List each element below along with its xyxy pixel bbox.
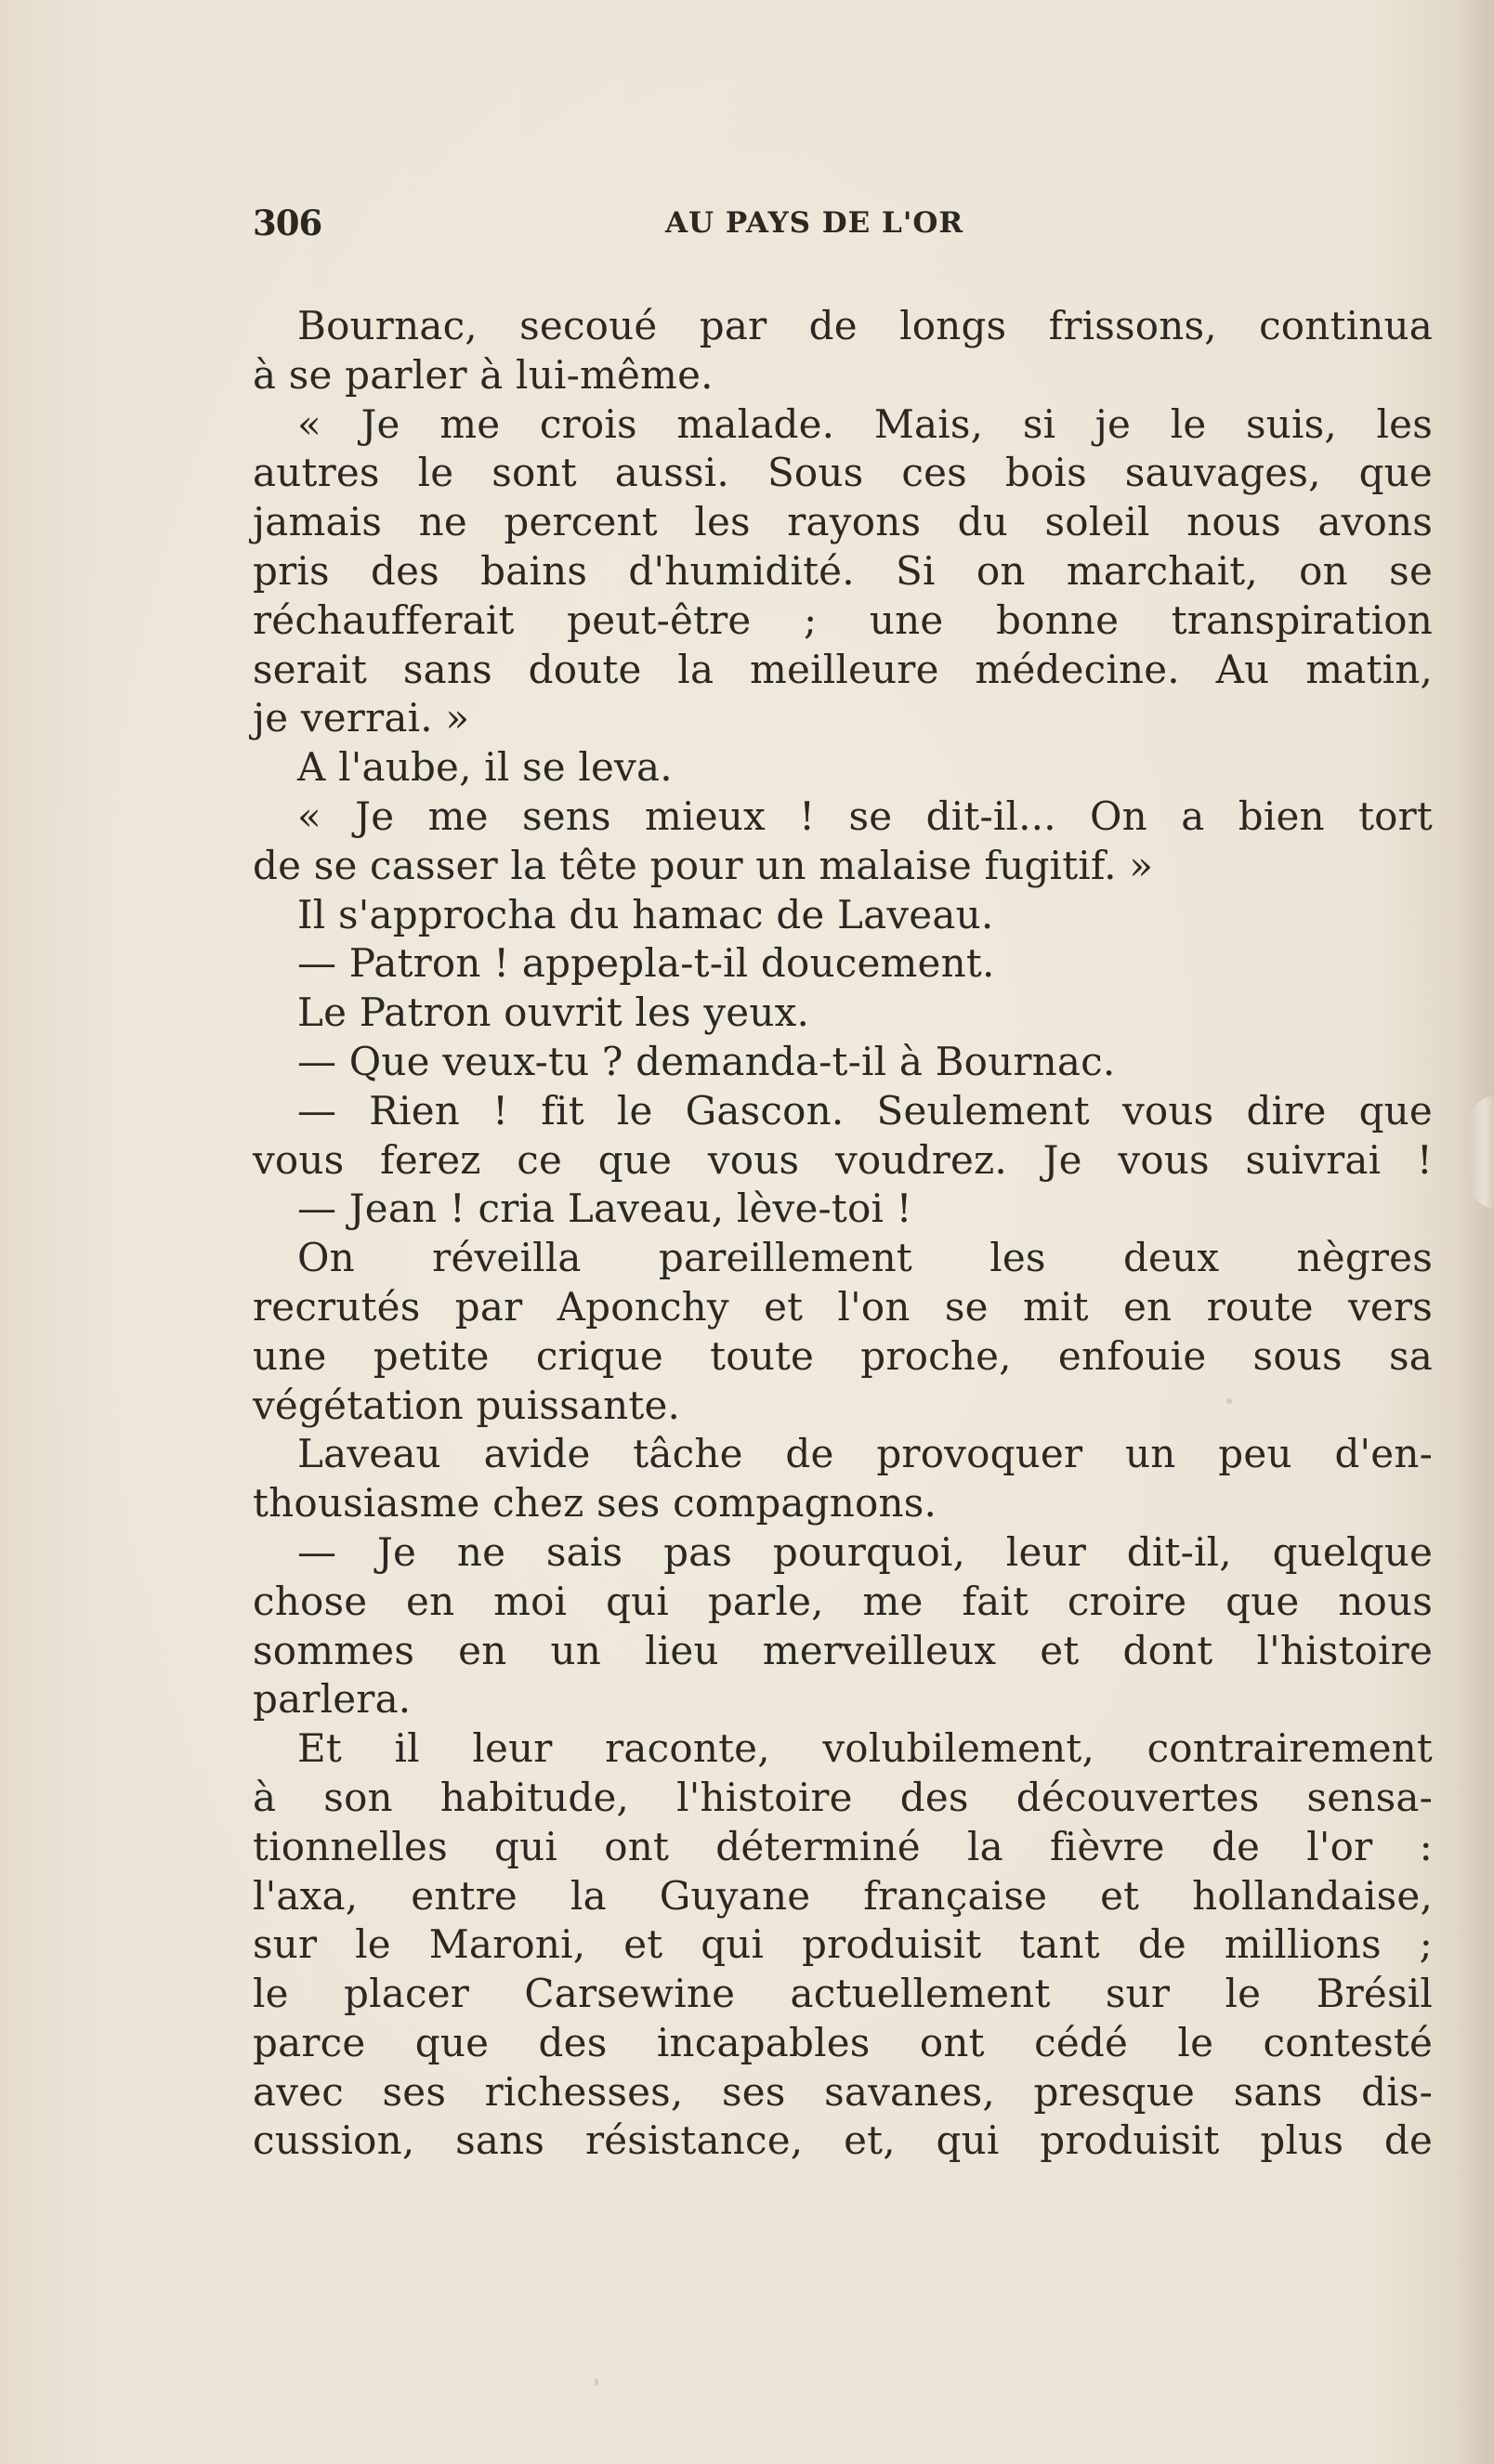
text-line: parce que des incapables ont cédé le contesté bbox=[253, 2019, 1433, 2065]
page-header bbox=[253, 203, 1440, 258]
text-line: — Jean ! cria Laveau, lève-toi ! bbox=[297, 1186, 912, 1232]
text-line: de se casser la tête pour un malaise fugitif. » bbox=[253, 842, 1154, 888]
text-line: une petite crique toute proche, enfouie sous sa bbox=[253, 1332, 1433, 1379]
paper-crease bbox=[1470, 1096, 1494, 1208]
running-title: AU PAYS DE L'OR bbox=[665, 206, 964, 240]
text-line: autres le sont aussi. Sous ces bois sauvages, que bbox=[253, 450, 1433, 496]
text-line: jamais ne percent les rayons du soleil nous avons bbox=[253, 499, 1433, 545]
ink-speck bbox=[595, 2379, 598, 2386]
text-line: réchaufferait peut-être ; une bonne transpiration bbox=[253, 596, 1433, 643]
text-line: — Que veux-tu ? demanda-t-il à Bournac. bbox=[297, 1038, 1116, 1084]
text-line: végétation puissante. bbox=[253, 1382, 681, 1428]
text-line: Il s'approcha du hamac de Laveau. bbox=[297, 891, 994, 937]
text-line: Le Patron ouvrit les yeux. bbox=[297, 990, 810, 1036]
text-line: vous ferez ce que vous voudrez. Je vous suivrai ! bbox=[253, 1136, 1433, 1183]
page-edge-shadow bbox=[1457, 0, 1494, 2464]
text-line: — Rien ! fit le Gascon. Seulement vous dire que bbox=[297, 1087, 1433, 1134]
text-line: Laveau avide tâche de provoquer un peu d'en- bbox=[297, 1431, 1433, 1477]
text-line: A l'aube, il se leva. bbox=[297, 744, 673, 791]
text-line: chose en moi qui parle, me fait croire que nous bbox=[253, 1578, 1433, 1624]
text-line: à son habitude, l'histoire des découvertes sensa- bbox=[253, 1774, 1433, 1820]
text-line: sur le Maroni, et qui produisit tant de millions ; bbox=[253, 1921, 1433, 1968]
text-line: pris des bains d'humidité. Si on marchait, on se bbox=[253, 547, 1433, 594]
text-line: « Je me sens mieux ! se dit-il... On a bien tort bbox=[297, 793, 1433, 839]
text-line: serait sans doute la meilleure médecine. Au matin, bbox=[253, 646, 1433, 692]
text-line: On réveilla pareillement les deux nègres bbox=[297, 1235, 1433, 1281]
text-line: Et il leur raconte, volubilement, contrairement bbox=[297, 1725, 1433, 1772]
text-line: « Je me crois malade. Mais, si je le suis, les bbox=[297, 400, 1433, 447]
text-line: tionnelles qui ont déterminé la fièvre de l'or : bbox=[253, 1823, 1433, 1869]
text-line: sommes en un lieu merveilleux et dont l'histoire bbox=[253, 1627, 1433, 1673]
page-number: 306 bbox=[253, 203, 322, 243]
text-line: thousiasme chez ses compagnons. bbox=[253, 1480, 937, 1527]
text-line: je verrai. » bbox=[253, 695, 470, 741]
text-line: — Je ne sais pas pourquoi, leur dit-il, quelque bbox=[297, 1528, 1433, 1575]
text-line: avec ses richesses, ses savanes, presque sans dis- bbox=[253, 2068, 1433, 2115]
text-line: — Patron ! appepla-t-il doucement. bbox=[297, 940, 995, 987]
text-line: recrutés par Aponchy et l'on se mit en route vers bbox=[253, 1283, 1433, 1330]
text-line: le placer Carsewine actuellement sur le Brésil bbox=[253, 1971, 1433, 2017]
text-line: Bournac, secoué par de longs frissons, continua bbox=[297, 303, 1433, 348]
text-line: à se parler à lui-même. bbox=[253, 351, 714, 398]
text-line: cussion, sans résistance, et, qui produisit plus de bbox=[253, 2117, 1433, 2164]
text-line: parlera. bbox=[253, 1676, 412, 1723]
body-text bbox=[253, 302, 1433, 2166]
text-line: l'axa, entre la Guyane française et hollandaise, bbox=[253, 1872, 1433, 1919]
